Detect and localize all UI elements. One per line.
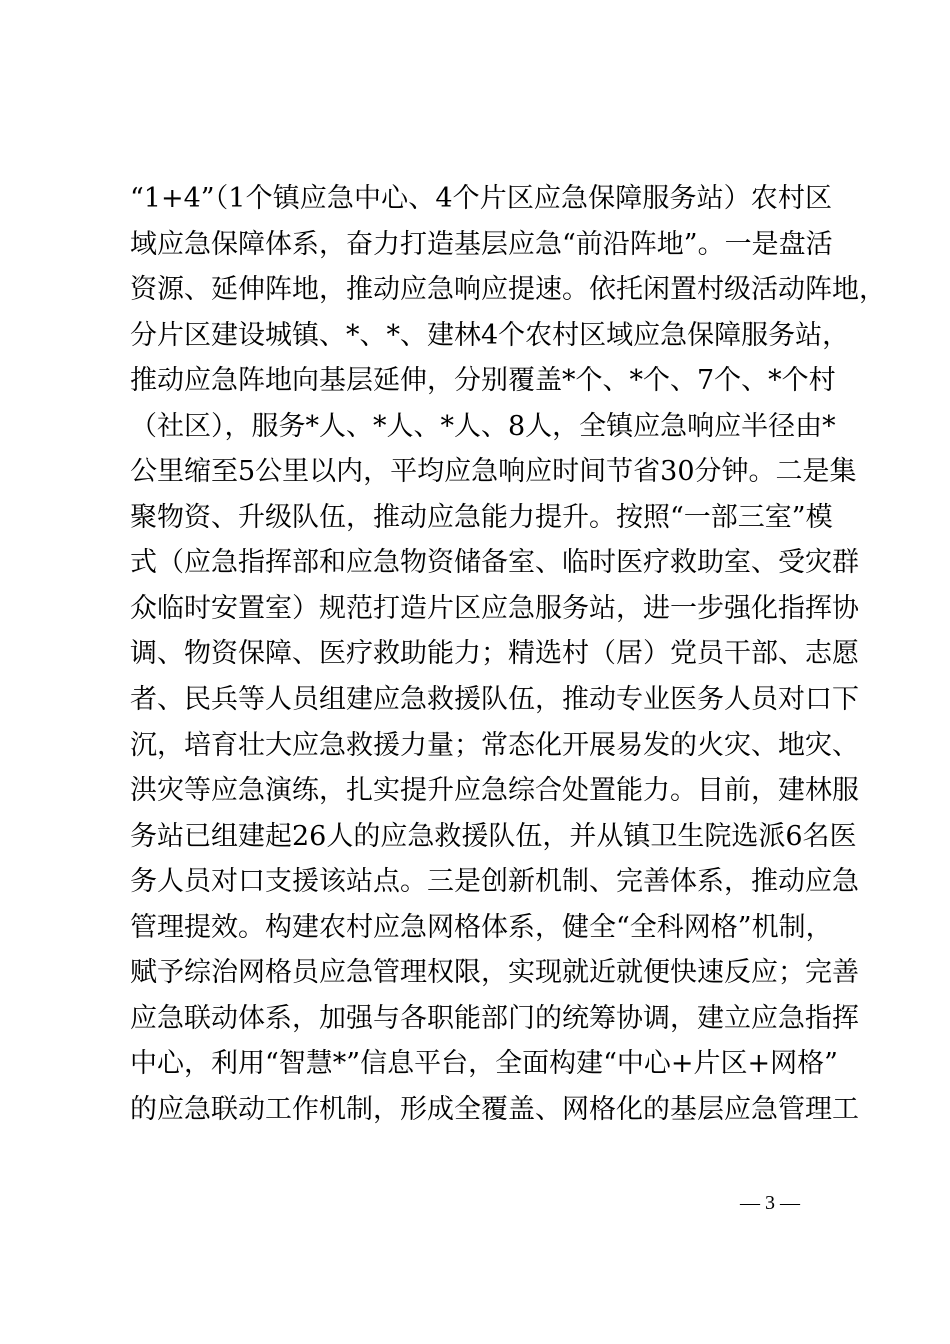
text-line: 资源、延伸阵地，推动应急响应提速。依托闲置村级活动阵地， [130,274,886,306]
text-line: 中心，利用“智慧*”信息平台，全面构建“中心+片区+网格” [130,1048,838,1080]
text-line: 公里缩至5公里以内，平均应急响应时间节省30分钟。二是集 [130,456,857,488]
text-line: （社区），服务*人、*人、*人、8人，全镇应急响应半径由* [130,410,836,442]
text-line: 管理提效。构建农村应急网格体系，健全“全科网格”机制， [130,911,833,943]
text-line: 赋予综治网格员应急管理权限，实现就近就便快速反应；完善 [130,957,859,989]
text-line: 聚物资、升级队伍，推动应急能力提升。按照“一部三室”模 [130,501,833,533]
text-line: 众临时安置室）规范打造片区应急服务站，进一步强化指挥协 [130,592,859,624]
document-body [130,176,886,1132]
text-line: 式（应急指挥部和应急物资储备室、临时医疗救助室、受灾群 [130,547,859,579]
text-line: 分片区建设城镇、*、*、建林4个农村区域应急保障服务站， [130,319,850,351]
page-number: — 3 — [740,1192,800,1214]
text-line: “1+4”（1个镇应急中心、4个片区应急保障服务站）农村区 [130,183,832,214]
text-line: 调、物资保障、医疗救助能力；精选村（居）党员干部、志愿 [130,638,859,670]
text-line: 务站已组建起26人的应急救援队伍，并从镇卫生院选派6名医 [130,820,857,852]
text-line: 推动应急阵地向基层延伸，分别覆盖*个、*个、7个、*个村 [130,365,836,397]
text-line: 的应急联动工作机制，形成全覆盖、网格化的基层应急管理工 [130,1093,859,1125]
text-line: 者、民兵等人员组建应急救援队伍，推动专业医务人员对口下 [130,684,859,716]
text-line: 洪灾等应急演练，扎实提升应急综合处置能力。目前，建林服 [130,775,859,807]
text-line: 沉，培育壮大应急救援力量；常态化开展易发的火灾、地灾、 [130,729,859,761]
text-line: 域应急保障体系，奋力打造基层应急“前沿阵地”。一是盘活 [130,228,833,260]
text-line: 务人员对口支援该站点。三是创新机制、完善体系，推动应急 [130,866,859,898]
text-line: 应急联动体系，加强与各职能部门的统筹协调，建立应急指挥 [130,1002,859,1034]
